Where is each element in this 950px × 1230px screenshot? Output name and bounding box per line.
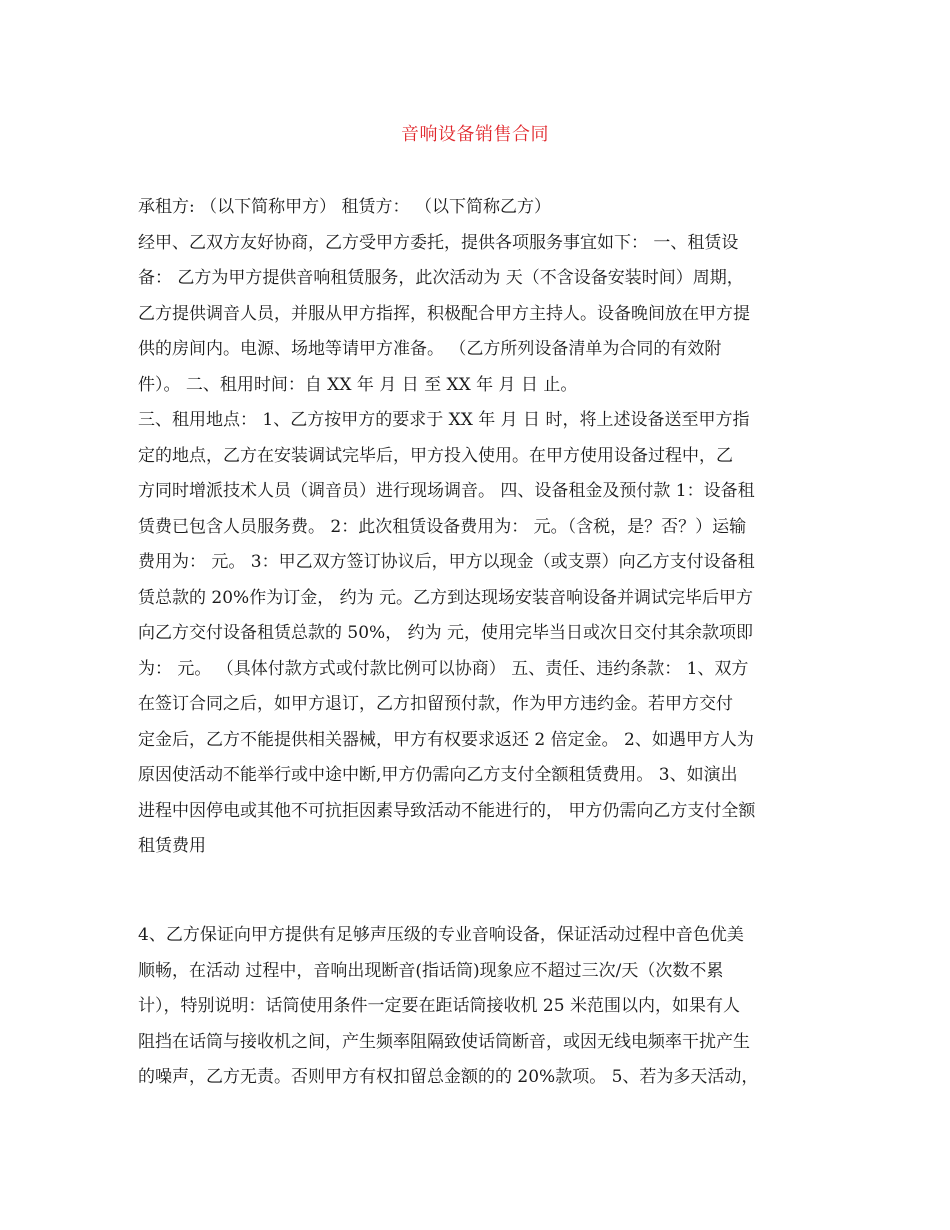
text-line: 租赁费用 [138,836,206,856]
text-line: 备： 乙方为甲方提供音响租赁服务，此次活动为 天（不含设备安装时间）周期， [138,268,744,288]
text-line: 供的房间内。电源、场地等请甲方准备。 （乙方所列设备清单为合同的有效附 [138,339,722,359]
text-line: 乙方提供调音人员，并服从甲方指挥，积极配合甲方主持人。设备晚间放在甲方提 [138,303,750,324]
text-line: 向乙方交付设备租赁总款的 50%， 约为 元，使用完毕当日或次日交付其余款项即 [138,623,753,643]
text-line: 在签订合同之后，如甲方退订，乙方扣留预付款，作为甲方违约金。若甲方交付 [138,694,733,714]
text-line: 经甲、乙双方友好协商，乙方受甲方委托，提供各项服务事宜如下： 一、租赁设 [138,232,739,253]
text-line: 三、租用地点： 1、乙方按甲方的要求于 XX 年 月 日 时，将上述设备送至甲方指 [138,410,750,430]
contract-body-section-2 [138,918,812,1096]
text-line: 4、乙方保证向甲方提供有足够声压级的专业音响设备，保证活动过程中音色优美 [138,925,744,945]
document-title: 音响设备销售合同 [401,124,549,145]
text-line: 进程中因停电或其他不可抗拒因素导致活动不能进行的， 甲方仍需向乙方支付全额 [138,800,756,821]
contract-body-section-1 [138,190,812,865]
text-line: 的噪声，乙方无责。否则甲方有权扣留总金额的的 20%款项。 5、若为多天活动， [138,1067,759,1087]
text-line: 方同时增派技术人员（调音员）进行现场调音。 四、设备租金及预付款 1：设备租 [138,481,755,501]
text-line: 定的地点，乙方在安装调试完毕后，甲方投入使用。在甲方使用设备过程中，乙 [138,445,733,466]
text-line: 费用为： 元。 3：甲乙双方签订协议后，甲方以现金（或支票）向乙方支付设备租 [138,552,755,572]
text-line: 定金后，乙方不能提供相关器械，甲方有权要求返还 2 倍定金。 2、如遇甲方人为 [138,729,754,750]
text-line: 计），特别说明：话筒使用条件一定要在距话筒接收机 25 米范围以内，如果有人 [138,996,740,1016]
text-line: 件）。 二、租用时间：自 XX 年 月 日 至 XX 年 月 日 止。 [138,374,578,395]
text-line: 赁总款的 20%作为订金， 约为 元。乙方到达现场安装音响设备并调试完毕后甲方 [138,587,753,608]
text-line: 原因使活动不能举行或中途中断,甲方仍需向乙方支付全额租赁费用。 3、如演出 [138,765,738,785]
text-line: 阻挡在话筒与接收机之间，产生频率阻隔致使话筒断音，或因无线电频率干扰产生 [138,1031,750,1052]
text-line: 顺畅，在活动 过程中，音响出现断音(指话筒)现象应不超过三次/天（次数不累 [138,960,724,981]
text-line: 承租方: （以下简称甲方） 租赁方： （以下简称乙方） [138,197,551,217]
text-line: 为： 元。 （具体付款方式或付款比例可以协商） 五、责任、违约条款： 1、双方 [138,658,749,679]
text-line: 赁费已包含人员服务费。 2：此次租赁设备费用为： 元。（含税，是？否？）运输 [138,516,747,537]
